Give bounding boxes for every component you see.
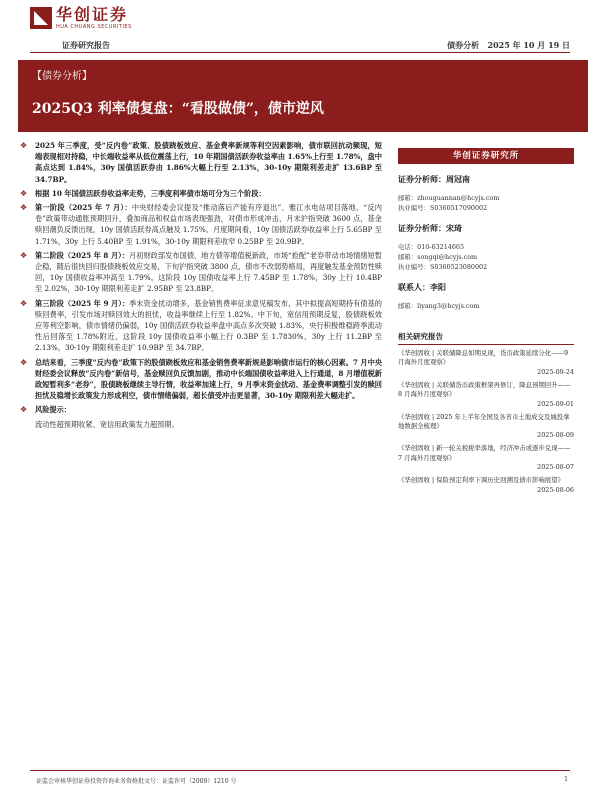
report-category: 债券分析 <box>447 40 480 50</box>
page-number: 1 <box>564 776 568 783</box>
summary-text: 2025 年三季度，受“反内卷”政策、股债跷板效应、基金费率新规等利空因素影响，债市联回抗动频现，短端表现相对持稳，中长端收益率从低位震荡上行，10 年期国债活跃券收益率由 1.65%上行至 1.78%，盘中高点达到 1.84%，30y 国债活跃券由 1.86%大幅上行至 2.13%，30-10y 期限利差走扩 13.6BP 至 34.7BP。 <box>35 141 382 184</box>
related-report-date: 2025-09-01 <box>537 399 574 408</box>
related-report-date: 2025-09-24 <box>537 367 574 376</box>
phase-paragraph <box>20 250 382 295</box>
phase-paragraph <box>20 202 382 247</box>
analyst-contact: 执业编号：S0360517090002 <box>398 204 488 212</box>
header-divider <box>30 52 570 53</box>
phase-heading: 第一阶段（2025 年 7 月）： <box>35 203 132 213</box>
phase-paragraph <box>20 298 382 354</box>
phase-heading: 第三阶段（2025 年 9 月）： <box>35 298 130 308</box>
summary-paragraph <box>20 188 382 199</box>
footer-license: 证监会审核华创证券投资咨询业务资格批文号：证监许可（2009）1210 号 <box>36 778 237 785</box>
company-logo <box>30 6 132 30</box>
contact-person-email[interactable]: 邮箱：liyang3@hcyjs.com <box>398 302 480 310</box>
sidebar-column <box>398 148 574 495</box>
summary-text: 根据 10 年国债活跃券收益率走势，三季度利率债市场可分为三个阶段： <box>35 188 266 198</box>
analyst-contact: 电话：010-63214665 <box>398 243 465 251</box>
contact-person-name: 联系人：李阳 <box>398 282 446 292</box>
related-report-date: 2025-08-09 <box>537 431 574 440</box>
phase-text: 中央财经委会议提及“推动落后产能有序退出”、雅江水电站项目落地、“反内卷”政策带动通胀预期回升，叠加商品和权益市场表现强劲，对债市形成冲击，月末沪指突破 3600 点，基金赎回潮负反馈出现，10y 国债活跃券高点触及 1.75%。月度期间看，10y 国债活跃券收益率上行 5.65BP 至 1.71%，30y 上行 5.40BP 至 1.91%，30-10y 期限利差收窄 0.25BP 至 20.9BP。 <box>35 203 382 246</box>
report-date: 2025 年 10 月 19 日 <box>487 40 570 50</box>
risk-text: 流动性超预期收紧、宽信用政策发力超预期。 <box>35 419 179 429</box>
analyst-contact: 执业编号：S0360523080002 <box>398 263 488 271</box>
related-report-link[interactable]: 《华创固收 | 保险预定利率下调历史回溯及债市影响展望》 <box>398 476 564 485</box>
report-type: 证券研究报告 <box>62 40 110 50</box>
logo-name-en: HUA CHUANG SECURITIES <box>56 24 132 30</box>
analyst-contact[interactable]: 邮箱：zhouguannan@hcyjs.com <box>398 194 500 202</box>
risk-label: 风险提示： <box>35 405 71 415</box>
logo-name-cn: 华创证券 <box>56 5 129 24</box>
related-report-link[interactable]: 《华创固收 | 关联储货币政策框架再修订，降息预期回升——8 月海外月度观察》 <box>398 380 571 399</box>
related-report-date: 2025-08-06 <box>537 485 574 494</box>
related-report-date: 2025-08-07 <box>537 463 574 472</box>
conclusion-text: 总结来看，三季度“反内卷”政策下的股债跷板效应和基金销售费率新规是影响债市运行的核心因素。7 月中央财经委会议释放“反内卷”新信号，基金赎回负反馈加剧，推动中长端国债收益率进入上行通道，8 月增值税新政短暂利多“老券”，股债跷板继续主导行情，收益率加速上行，9 月季末资金扰动、基金费率调整引发的赎回担忧及稳增长政策发力形成利空，债市情绪偏弱，超长债受冲击更显著，30-10y 期限利差大幅走扩。 <box>35 357 382 401</box>
related-reports-title: 相关研究报告 <box>398 331 574 345</box>
diamond-bullet-icon: ❖ <box>20 188 28 198</box>
analyst-contact[interactable]: 邮箱：songqi@hcyjs.com <box>398 253 478 261</box>
report-category-date <box>447 40 570 51</box>
analyst-name: 证券分析师：周冠南 <box>398 174 470 184</box>
diamond-bullet-icon: ❖ <box>20 298 28 308</box>
analyst-name: 证券分析师：宋琦 <box>398 223 462 233</box>
diamond-bullet-icon: ❖ <box>20 405 28 415</box>
related-report-link[interactable]: 《华创固收 | 2025 年上半年全国及各省市土地成交及城投拿地数据全梳理》 <box>398 412 570 431</box>
diamond-bullet-icon: ❖ <box>20 203 28 213</box>
phase-text: 季末资金扰动增多，基金销售费率征求意见稿发布，其中拟提高短期持有债基的赎回费率，引发市场对赎回效大的担忧，收益率继续上行至 1.82%。中下旬，宽信用预期反复，股债跷板效应等利空影响，债市情绪仍偏弱，10y 国债活跃券收益率盘中高点多次突破 1.83%，央行积极维稳跨季流动性后回落至 1.78%附近，这阶段 10y 国债收益率小幅上行 0.3BP 至 1.7830%，30y 上行 11.2BP 至 2.13%，30-10y 期限利差走扩 10.9BP 至 34.7BP。 <box>35 298 382 353</box>
conclusion-paragraph <box>20 357 382 402</box>
phase-text: 月初财政部发布国债、地方债等增值税新政，市场“抢配”老券带动市场情绪短暂企稳，随后很快回归股债跷板效应交易，下旬沪指突破 3800 点，债市不改弱势格局，再度触发基金预防性赎回，10y 国债收益率冲高至 1.79%。这阶段 10y 国债收益率上行 7.45BP 至 1.78%，30y 上行 10.4BP 至 2.02%，30-10y 期限利差走扩 2.95BP 至 23.8BP。 <box>35 250 382 294</box>
phase-heading: 第二阶段（2025 年 8 月）： <box>35 250 130 260</box>
title-banner <box>18 60 588 132</box>
institute-label: 华创证券研究所 <box>398 148 574 164</box>
related-report-link[interactable]: 《华创固收 | 新一轮关税税率落地，经济冲击或逐步兑现——7 月海外月度观察》 <box>398 444 571 462</box>
diamond-bullet-icon: ❖ <box>20 250 28 260</box>
diamond-bullet-icon: ❖ <box>20 357 28 367</box>
logo-icon <box>30 7 52 29</box>
footer-divider <box>30 770 570 771</box>
related-report-link[interactable]: 《华创固收 | 关联储降息如期兑现，货币政策延续分化——9 月海外月度观察》 <box>398 349 569 367</box>
banner-tag: 【债券分析】 <box>32 71 92 82</box>
summary-paragraph <box>20 140 382 185</box>
report-title: 2025Q3 利率债复盘：“看股做债”，债市逆风 <box>32 101 324 117</box>
diamond-bullet-icon: ❖ <box>20 141 28 150</box>
summary-column <box>20 140 382 430</box>
risk-heading <box>20 404 382 415</box>
